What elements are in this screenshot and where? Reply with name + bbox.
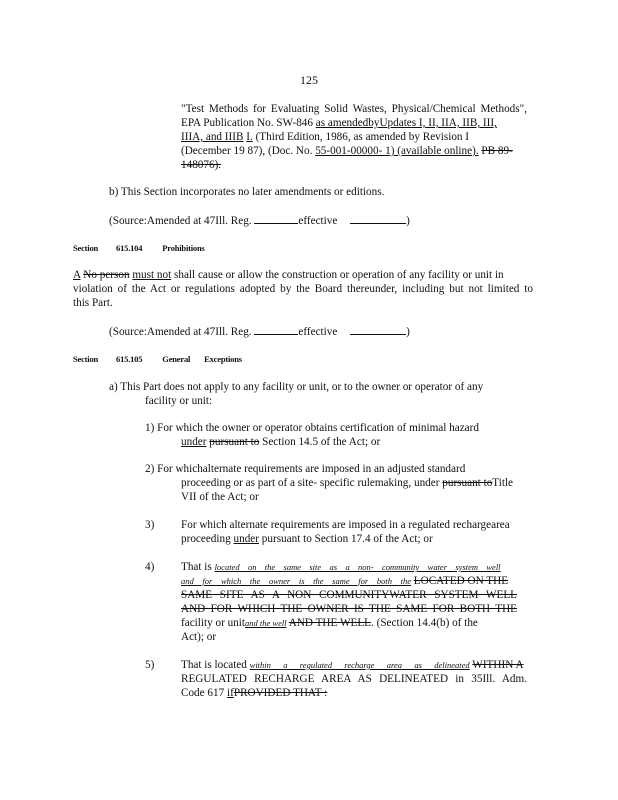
page-number: 125 <box>300 73 318 87</box>
blank-line <box>350 213 406 224</box>
item-1-line-1: 1) For which the owner or operator obtains certification of minimal hazard <box>145 422 479 434</box>
prohibition-line-2: violation of the Act or regulations adopted by the Board thereunder, including but not limited to <box>73 283 533 295</box>
section-b-text: b) This Section incorporates no later amendments or editions. <box>109 186 385 198</box>
item-2-line-1: 2) For whichalternate requirements are imposed in an adjusted standard <box>145 463 466 475</box>
citation-line-3: IIIA, and IIIB I. (Third Edition, 1986, as amended by Revision I <box>181 131 470 143</box>
citation-inserted-text: as amendedbyUpdates I, II, IIA, IIB, III, <box>315 117 497 129</box>
item-4-line-2: and for which the owner is the same for both the LOCATED ON THE <box>181 575 509 587</box>
item-5-line-1: That is located within a regulated recharge area as delineated WITHIN A <box>181 659 524 671</box>
item-4-line-4: AND FOR WHICH THE OWNER IS THE SAME FOR BOTH THE <box>181 603 517 615</box>
source-note-2: (Source:Amended at 47Ill. Reg. effective ) <box>109 326 410 338</box>
blank-line <box>254 213 298 224</box>
citation-line-2: EPA Publication No. SW-846 as amendedbyUpdates I, II, IIA, IIB, III, <box>181 117 497 129</box>
item-4-line-1: That is located on the same site as a non- community water system well <box>181 561 501 573</box>
exception-a-line-1: a) This Part does not apply to any facility or unit, or to the owner or operator of any <box>109 381 484 393</box>
item-5-line-2: REGULATED RECHARGE AREA AS DELINEATED in 35Ill. Adm. <box>181 673 527 685</box>
citation-line-5: 148076). <box>181 159 222 171</box>
section-heading-615-105: Section 615.105 General Exceptions <box>73 354 242 364</box>
item-3-line-2: proceeding under pursuant to Section 17.4 of the Act; or <box>181 533 433 545</box>
exception-a-line-2: facility or unit: <box>145 395 213 407</box>
item-4-line-3: SAME SITE AS A NON COMMUNITYWATER SYSTEM WELL <box>181 589 517 601</box>
item-3-line-1: For which alternate requirements are imposed in a regulated rechargearea <box>181 519 510 531</box>
item-5-number: 5) <box>145 659 155 671</box>
blank-line <box>350 324 406 335</box>
item-3-number: 3) <box>145 519 155 531</box>
item-4-line-5: facility or unitand the well AND THE WELL. (Section 14.4(b) of the <box>181 617 478 629</box>
prohibition-line-3: this Part. <box>73 297 113 309</box>
citation-line-1: "Test Methods for Evaluating Solid Wastes, Physical/Chemical Methods", <box>181 103 527 115</box>
item-2-line-2: proceeding or as part of a site- specific rulemaking, under pursuant toTitle <box>181 477 514 489</box>
source-note-1: (Source:Amended at 47Ill. Reg. effective ) <box>109 215 410 227</box>
item-4-line-6: Act); or <box>181 631 217 643</box>
section-heading-615-104: Section 615.104 Prohibitions <box>73 243 205 253</box>
citation-line-4: (December 19 87), (Doc. No. 55-001-00000- 1) (available online). PB 89- <box>181 145 513 157</box>
prohibition-line-1: A No person must not shall cause or allow the construction or operation of any facility or unit in <box>73 269 504 281</box>
item-2-line-3: VII of the Act; or <box>181 491 259 503</box>
blank-line <box>254 324 298 335</box>
item-5-line-3: Code 617 ifPROVIDED THAT : <box>181 687 328 699</box>
item-4-number: 4) <box>145 561 155 573</box>
item-1-line-2: under pursuant to Section 14.5 of the Act; or <box>181 436 381 448</box>
